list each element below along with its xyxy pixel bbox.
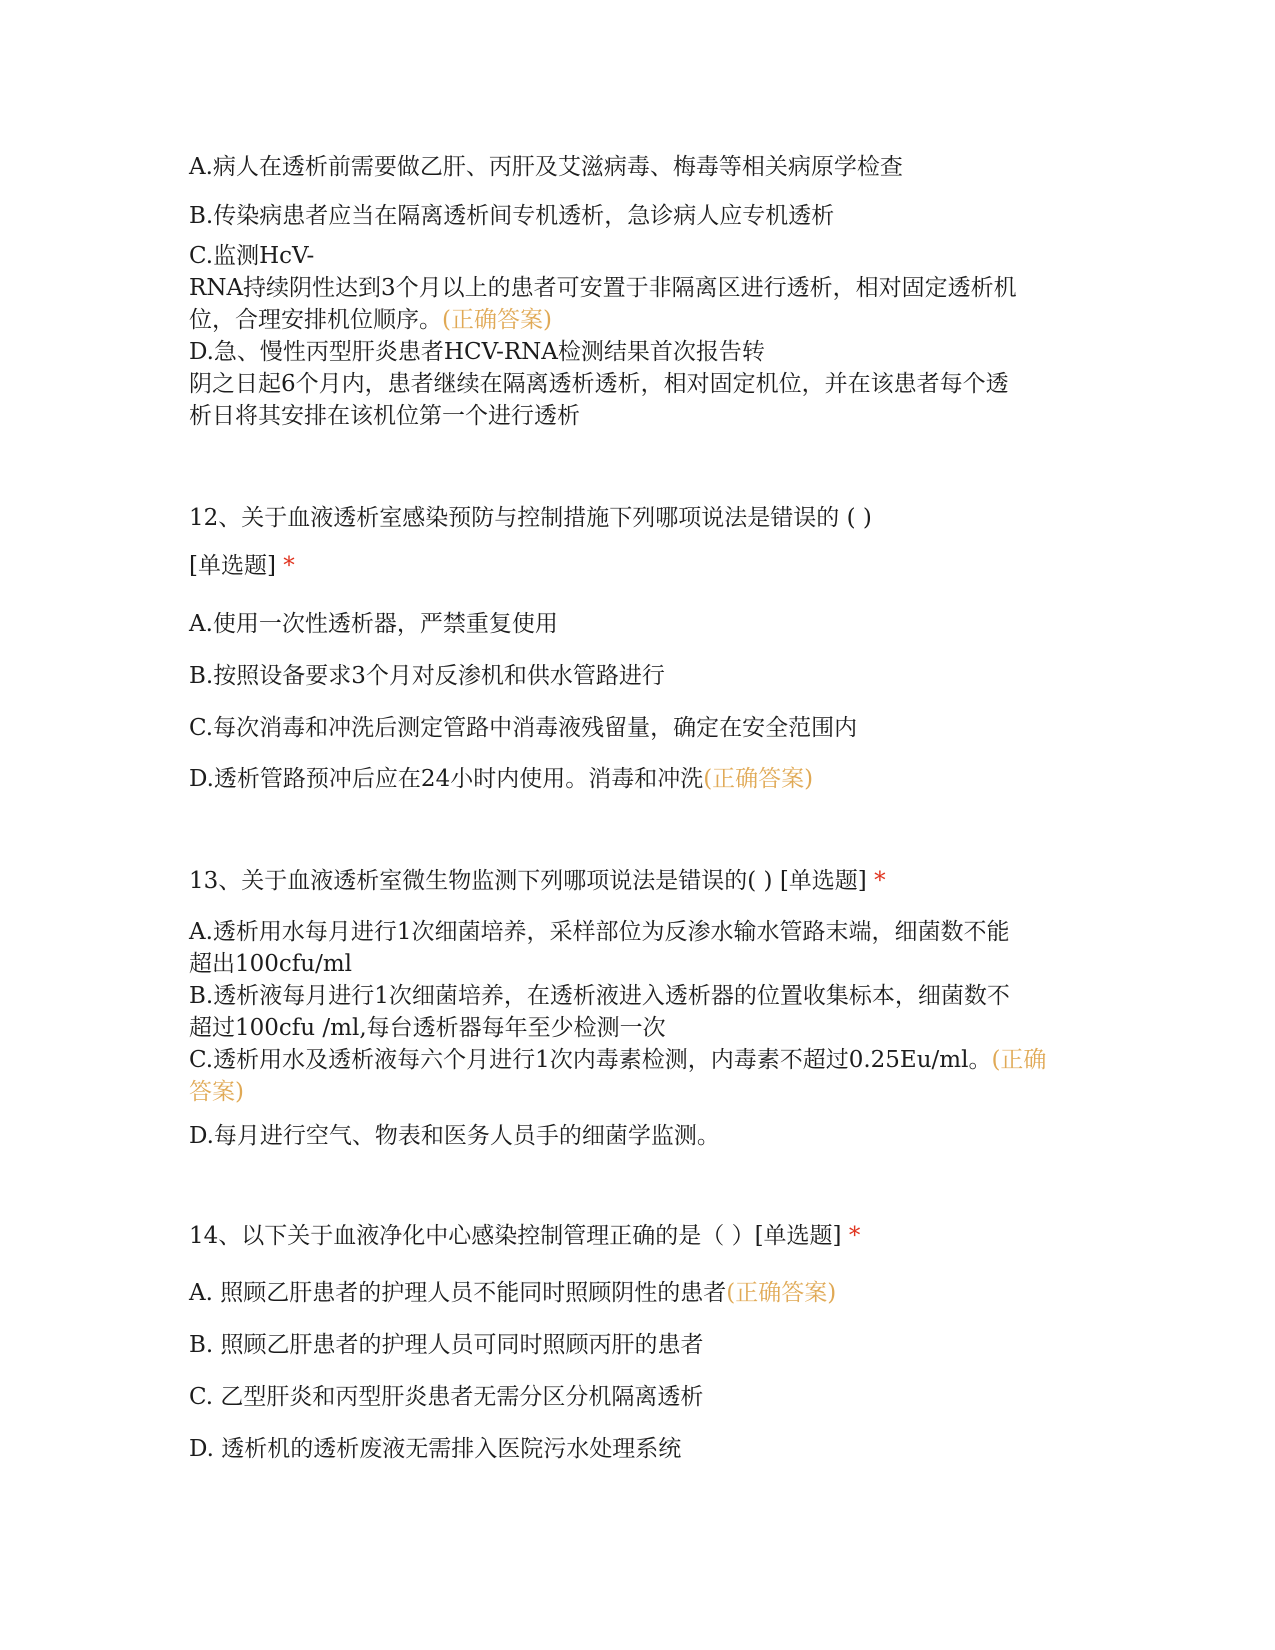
q12-option-a: A.使用一次性透析器，严禁重复使用 (189, 611, 558, 637)
required-mark: * (874, 868, 886, 894)
q11-option-c-line2: RNA持续阴性达到3个月以上的患者可安置于非隔离区进行透析，相对固定透析机 (189, 275, 1017, 301)
q12-type: [单选题] * (189, 553, 295, 579)
required-mark: * (283, 553, 295, 579)
q12-option-b: B.按照设备要求3个月对反渗机和供水管路进行 (189, 663, 665, 689)
q13-option-d: D.每月进行空气、物表和医务人员手的细菌学监测。 (189, 1123, 720, 1149)
q12-option-d: D.透析管路预冲后应在24小时内使用。消毒和冲洗(正确答案) (189, 766, 814, 792)
q12-option-c: C.每次消毒和冲洗后测定管路中消毒液残留量，确定在安全范围内 (189, 715, 858, 741)
q11-option-d-line2: 阴之日起6个月内，患者继续在隔离透析透析，相对固定机位，并在该患者每个透 (189, 371, 1009, 397)
correct-answer-tag: (正确答案) (703, 766, 814, 792)
q14-option-b: B. 照顾乙肝患者的护理人员可同时照顾丙肝的患者 (189, 1332, 704, 1358)
q12-title: 12、关于血液透析室感染预防与控制措施下列哪项说法是错误的 ( ) (189, 505, 872, 531)
correct-answer-tag-part2: 答案) (189, 1079, 244, 1105)
q14-option-a: A. 照顾乙肝患者的护理人员不能同时照顾阴性的患者(正确答案) (189, 1280, 837, 1306)
q14-option-c: C. 乙型肝炎和丙型肝炎患者无需分区分机隔离透析 (189, 1384, 704, 1410)
q11-option-c-line3: 位，合理安排机位顺序。(正确答案) (189, 307, 552, 333)
q11-option-a: A.病人在透析前需要做乙肝、丙肝及艾滋病毒、梅毒等相关病原学检查 (189, 154, 903, 180)
q13-option-a-line1: A.透析用水每月进行1次细菌培养，采样部位为反渗水输水管路末端，细菌数不能 (189, 919, 1010, 945)
q13-option-b-line1: B.透析液每月进行1次细菌培养，在透析液进入透析器的位置收集标本，细菌数不 (189, 983, 1010, 1009)
q13-option-a-line2: 超出100cfu/ml (189, 951, 353, 977)
q11-option-b: B.传染病患者应当在隔离透析间专机透析，急诊病人应专机透析 (189, 203, 835, 229)
q13-option-c-line2 (189, 1076, 1089, 1108)
q14-option-d: D. 透析机的透析废液无需排入医院污水处理系统 (189, 1436, 682, 1462)
correct-answer-tag: (正确答案) (442, 307, 552, 333)
q14-title: 14、以下关于血液净化中心感染控制管理正确的是（ ）[单选题] * (189, 1223, 861, 1249)
correct-answer-tag-part1: (正确 (991, 1047, 1047, 1073)
q13-option-b-line2: 超过100cfu /ml,每台透析器每年至少检测一次 (189, 1015, 666, 1041)
q13-option-c-line1: C.透析用水及透析液每六个月进行1次内毒素检测，内毒素不超过0.25Eu/ml。(正确 (189, 1047, 1047, 1073)
q13-title: 13、关于血液透析室微生物监测下列哪项说法是错误的( ) [单选题] * (189, 868, 886, 894)
q11-option-c-line1: C.监测HcV- (189, 243, 315, 269)
required-mark: * (848, 1223, 861, 1249)
q11-option-d-line3: 析日将其安排在该机位第一个进行透析 (189, 403, 580, 429)
correct-answer-tag: (正确答案) (726, 1280, 837, 1306)
q11-option-d-line1: D.急、慢性丙型肝炎患者HCV-RNA检测结果首次报告转 (189, 339, 765, 365)
